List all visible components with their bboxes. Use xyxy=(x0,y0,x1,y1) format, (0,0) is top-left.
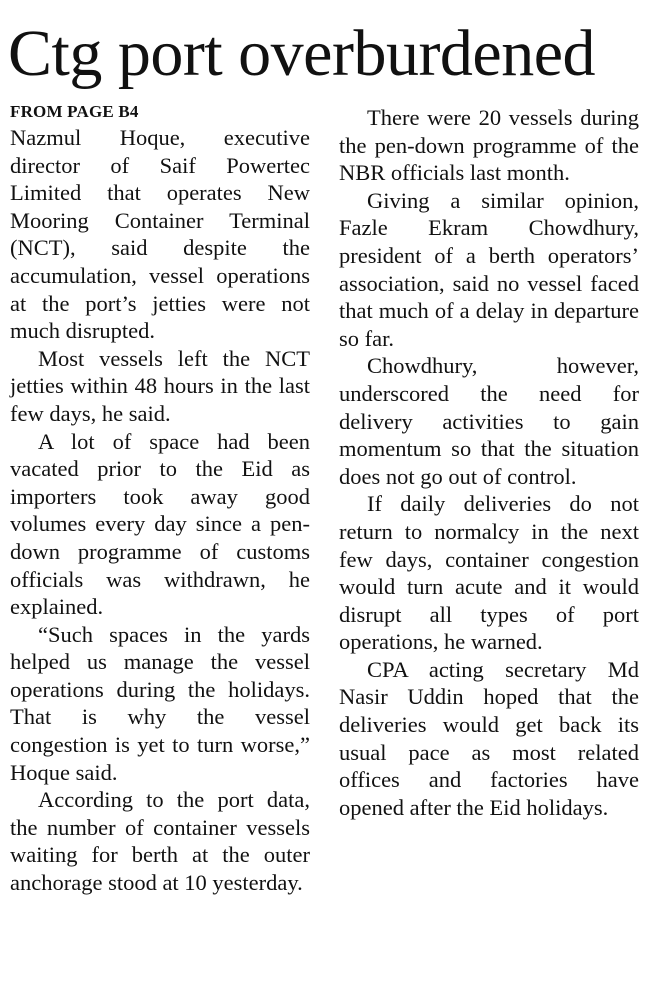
article-paragraph: Nazmul Hoque, executive director of Saif Powertec Limited that operates New Mooring Container Terminal (NCT), said despite the accumulation, vessel operations at the port’s jetties were not much disrupted. xyxy=(10,125,310,344)
article-column-left xyxy=(10,100,310,897)
article-paragraph: If daily deliveries do not return to normalcy in the next few days, container congestion would turn acute and it would disrupt all types of port operations, he warned. xyxy=(339,491,639,655)
article-paragraph: A lot of space had been vacated prior to the Eid as importers took away good volumes every day since a pen-down programme of customs officials was withdrawn, he explained. xyxy=(10,428,310,620)
article-paragraph: Chowdhury, however, underscored the need for delivery activities to gain momentum so that the situation does not go out of control. xyxy=(339,353,639,489)
headline: Ctg port overburdened xyxy=(8,17,596,90)
article-paragraph: “Such spaces in the yards helped us manage the vessel operations during the holidays. That is why the vessel congestion is yet to turn worse,” Hoque said. xyxy=(10,621,310,785)
article-paragraph: Giving a similar opinion, Fazle Ekram Chowdhury, president of a berth operators’ association, said no vessel faced that much of a delay in departure so far. xyxy=(339,187,639,351)
article-paragraph: CPA acting secretary Md Nasir Uddin hoped that the deliveries would get back its usual pace as most related offices and factories have opened after the Eid holidays. xyxy=(339,656,639,820)
article-paragraph: According to the port data, the number of container vessels waiting for berth at the outer anchorage stood at 10 yesterday. xyxy=(10,787,310,896)
article-paragraph: Most vessels left the NCT jetties within 48 hours in the last few days, he said. xyxy=(10,345,310,426)
article-paragraph: There were 20 vessels during the pen-down programme of the NBR officials last month. xyxy=(339,105,639,186)
article-column-right xyxy=(339,100,639,821)
continuation-kicker: FROM PAGE B4 xyxy=(10,102,139,121)
